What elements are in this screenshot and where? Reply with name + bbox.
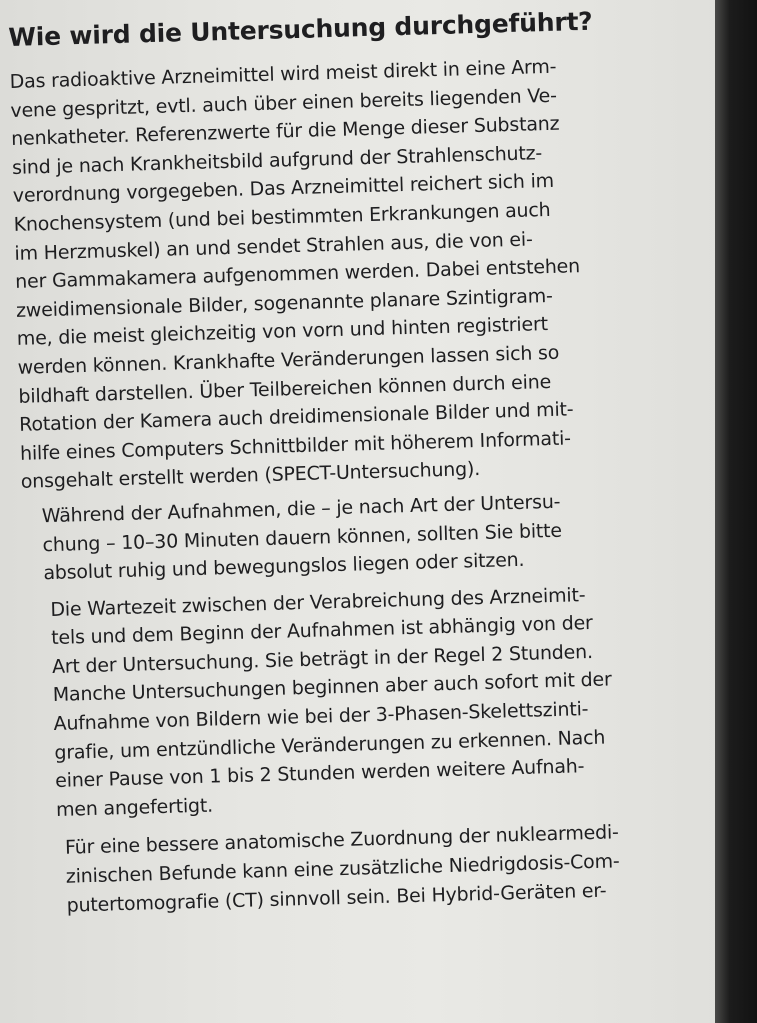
text-line: Knochensystem (und bei bestimmten Erkrankungen auch [13, 198, 551, 236]
text-line: bildhaft darstellen. Über Teilbereichen können durch eine [18, 370, 552, 408]
text-line: Die Wartezeit zwischen der Verabreichung des Arzneimit- [50, 583, 586, 621]
text-line: im Herzmuskel) an und sendet Strahlen aus, die von ei- [14, 228, 533, 265]
text-line: verordnung vorgegeben. Das Arzneimittel reichert sich im [12, 170, 555, 208]
paragraph-3 [50, 577, 722, 825]
text-line: ner Gammakamera aufgenommen werden. Dabei entstehen [14, 255, 581, 294]
text-line: Manche Untersuchungen beginnen aber auch sofort mit der [52, 668, 612, 707]
paragraph-4 [65, 816, 722, 920]
text-line: grafie, um entzündliche Veränderungen zu erkennen. Nach [54, 726, 606, 764]
text-line: absolut ruhig und bewegungslos liegen oder sitzen. [43, 548, 525, 585]
text-line: einer Pause von 1 bis 2 Stunden werden weitere Aufnah- [54, 755, 585, 793]
text-line: sind je nach Krankheitsbild aufgrund der Strahlenschutz- [11, 141, 543, 179]
paragraph-2 [41, 483, 722, 588]
page-edge-shadow [715, 0, 757, 1023]
text-line: nenkatheter. Referenzwerte für die Menge dieser Substanz [10, 112, 560, 151]
document-text [8, 2, 722, 926]
text-line: Art der Untersuchung. Sie beträgt in der Regel 2 Stunden. [51, 640, 594, 678]
text-line: vene gespritzt, evtl. auch über einen bereits liegenden Ve- [10, 84, 558, 122]
text-line: onsgehalt erstellt werden (SPECT-Untersuchung). [20, 458, 481, 494]
text-line: hilfe eines Computers Schnittbilder mit höherem Informati- [19, 427, 572, 465]
text-line: werden können. Krankhafte Veränderungen lassen sich so [17, 341, 560, 379]
text-line: tels und dem Beginn der Aufnahmen ist abhängig von der [50, 612, 593, 650]
text-line: Für eine bessere anatomische Zuordnung der nuklearmedi- [64, 821, 619, 860]
text-line: men angefertigt. [55, 794, 214, 821]
text-line: Aufnahme von Bildern wie bei der 3-Phasen-Skelettszinti- [53, 698, 589, 736]
paragraph-1 [9, 48, 722, 496]
text-line: Rotation der Kamera auch dreidimensionale Bilder und mit- [18, 398, 574, 436]
text-line: Während der Aufnahmen, die – je nach Art der Untersu- [41, 490, 561, 528]
text-line: me, die meist gleichzeitig von vorn und hinten registriert [16, 313, 549, 351]
text-line: putertomografie (CT) sinnvoll sein. Bei Hybrid-Geräten er- [66, 879, 607, 917]
text-line: zweidimensionale Bilder, sogenannte planare Szintigram- [15, 284, 553, 322]
text-line: Das radioaktive Arzneimittel wird meist direkt in eine Arm- [9, 55, 557, 93]
text-line: zinischen Befunde kann eine zusätzliche Niedrigdosis-Com- [65, 850, 620, 888]
text-line: chung – 10–30 Minuten dauern können, sollten Sie bitte [42, 519, 563, 556]
section-heading: Wie wird die Untersuchung durchgeführt? [8, 6, 593, 52]
